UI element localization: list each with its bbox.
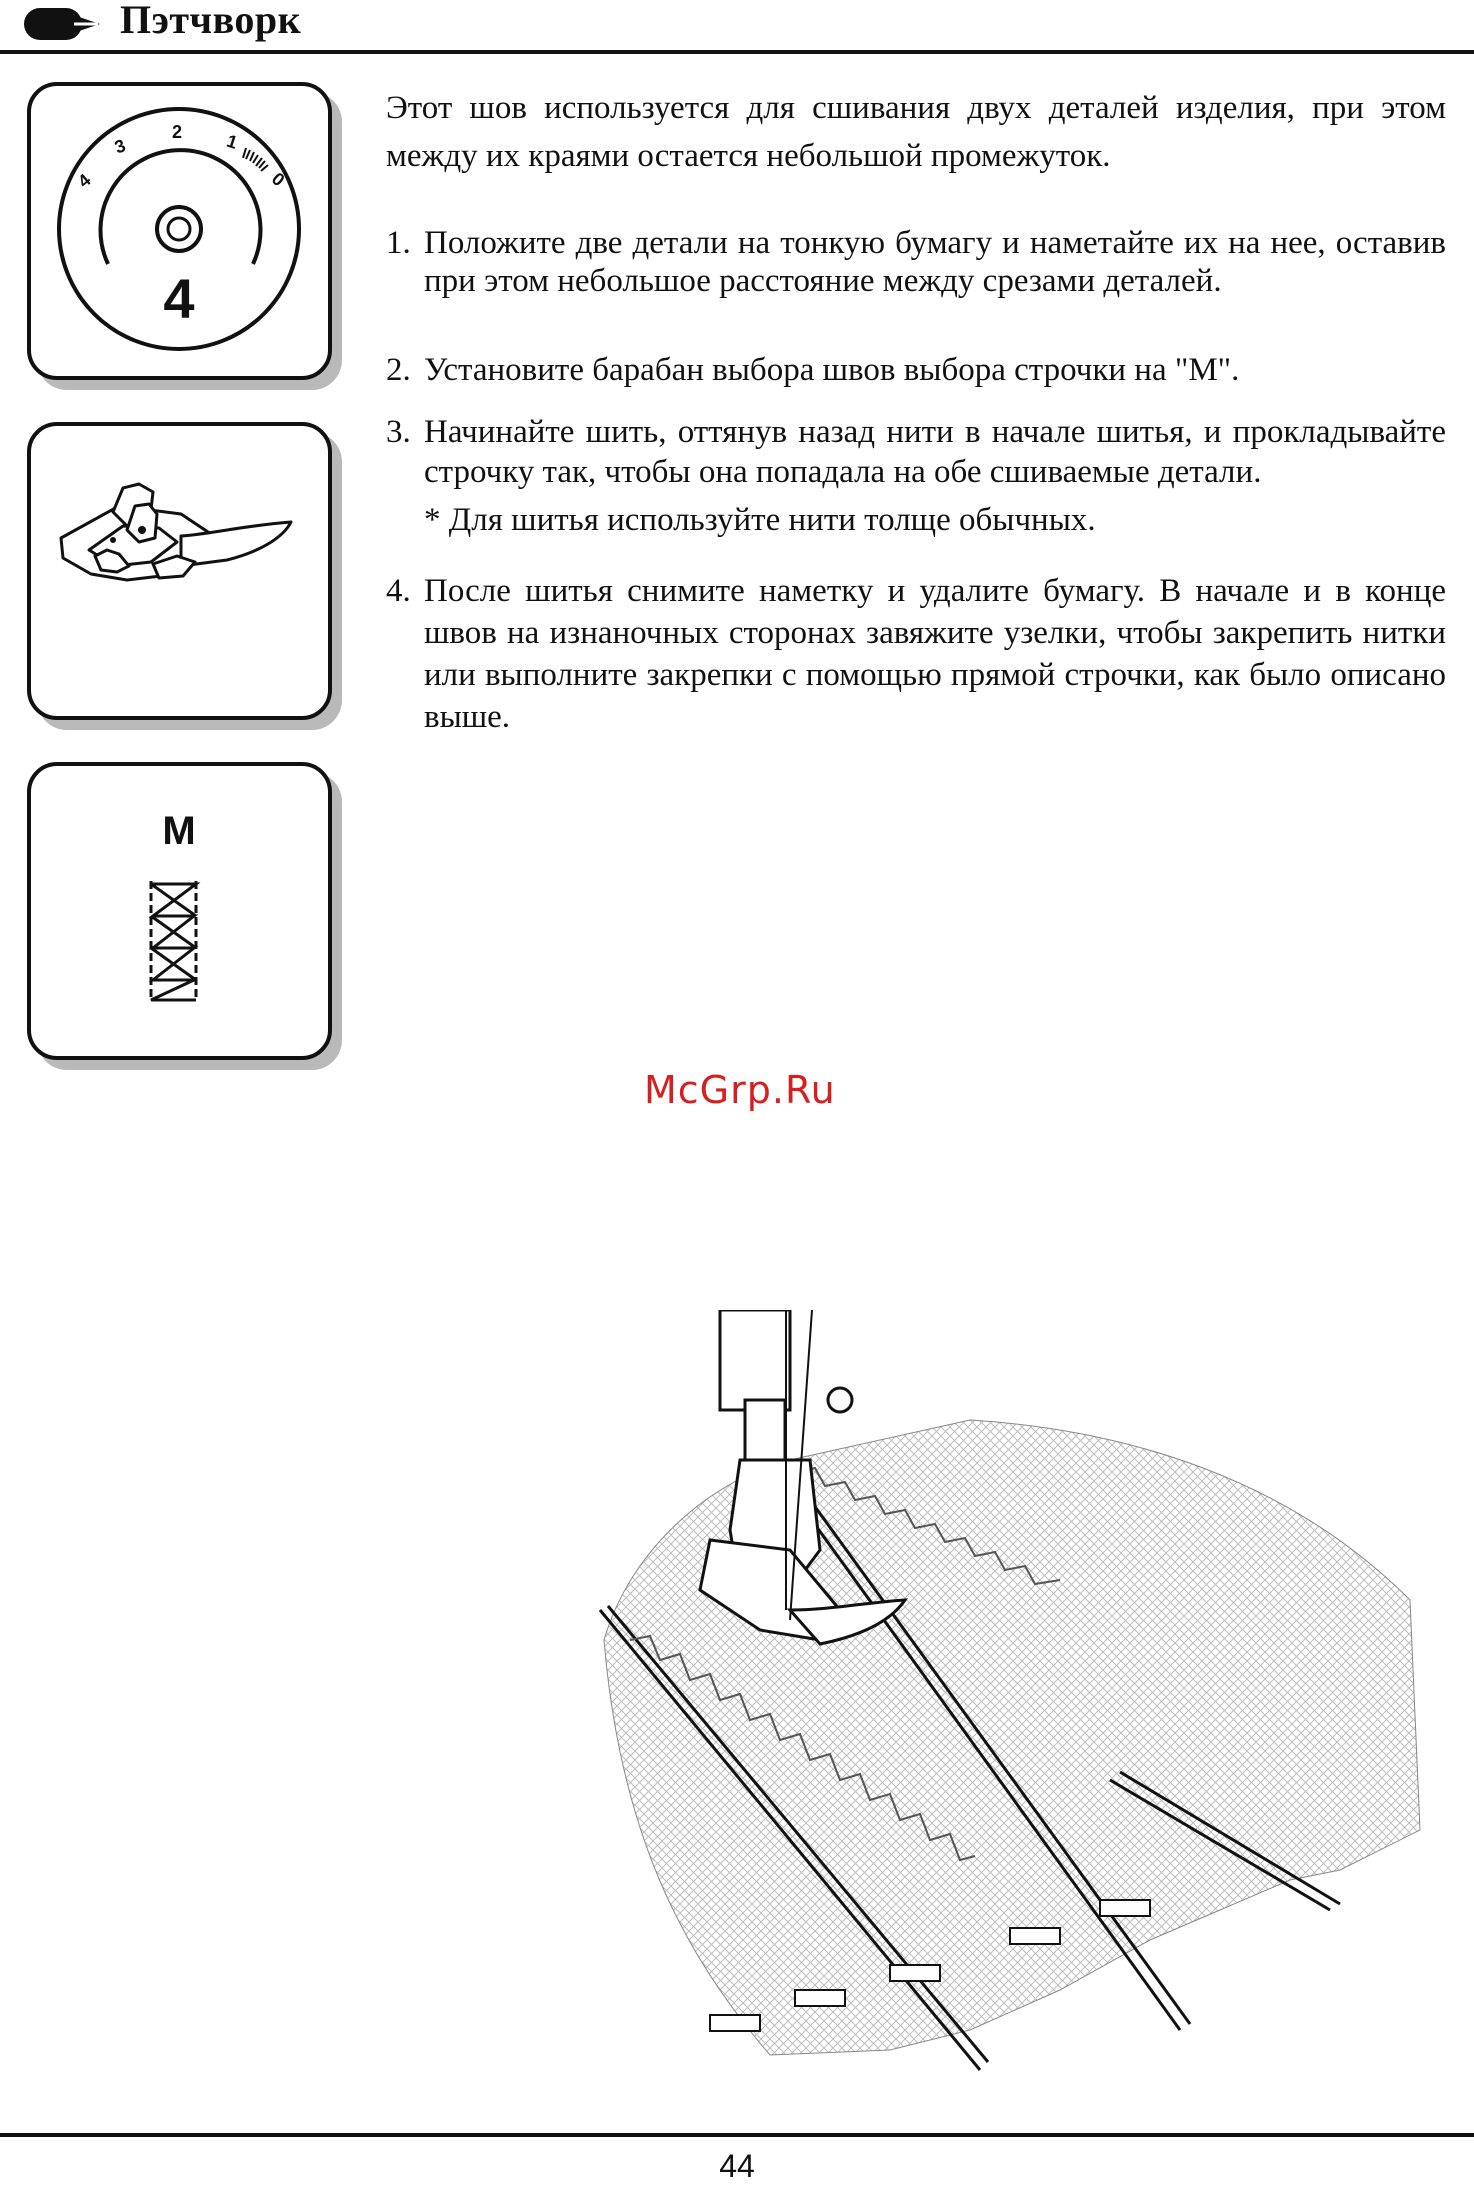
thread-note: * Для шитья используйте нити толще обычных. — [424, 502, 1096, 538]
step-1 — [386, 224, 1446, 300]
note-row — [386, 496, 1446, 544]
step-number: 2. — [386, 352, 411, 388]
step-number: 4. — [386, 573, 411, 609]
stitch-length-dial-icon — [31, 86, 328, 376]
step-4 — [386, 570, 1446, 738]
presser-foot-panel — [27, 422, 332, 720]
step-number: 1. — [386, 225, 411, 261]
stitch-letter: M — [162, 809, 196, 853]
dial-digit-3: 3 — [111, 135, 129, 158]
page-header — [0, 0, 1474, 56]
step-number: 3. — [386, 414, 411, 450]
dial-digit-0: 0 — [267, 168, 289, 191]
step-text: Положите две детали на тонкую бумагу и наметайте их на нее, оставив при этом небольшое расстояние между срезами деталей. — [424, 225, 1446, 299]
step-2 — [386, 346, 1446, 394]
step-text: Установите барабан выбора швов выбора строчки на "M". — [424, 352, 1240, 388]
instructions — [386, 84, 1446, 738]
watermark: McGrp.Ru — [644, 1068, 836, 1112]
zigzag-presser-foot-icon — [31, 426, 328, 716]
stitch-length-dial-panel — [27, 82, 332, 380]
multi-stitch-zigzag-icon — [31, 766, 328, 1056]
section-marker-icon — [24, 6, 102, 42]
page-title: Пэтчворк — [120, 0, 302, 42]
footer-rule — [0, 2133, 1474, 2137]
intro-paragraph: Этот шов используется для сшивания двух деталей изделия, при этом между их краями остается небольшой промежуток. — [386, 90, 1446, 174]
dial-digit-4: 4 — [73, 169, 95, 192]
patchwork-sewing-illustration — [590, 1310, 1430, 2090]
dial-digit-1: 1 — [224, 130, 240, 153]
header-rule — [0, 50, 1474, 54]
step-3 — [386, 412, 1446, 492]
dial-digit-2: 2 — [172, 122, 183, 142]
step-text: Начинайте шить, оттянув назад нити в начале шитья, и прокладывайте строчку так, чтобы она попадала на обе сшиваемые детали. — [424, 414, 1446, 490]
stitch-pattern-panel — [27, 762, 332, 1060]
page-number: 44 — [719, 2148, 755, 2184]
step-text: После шитья снимите наметку и удалите бумагу. В начале и в конце швов на изнаночных сторонах завяжите узелки, чтобы закрепить нитки или выполните закрепки с помощью прямой строчки, как было описано выше. — [424, 573, 1446, 735]
dial-setting: 4 — [163, 267, 195, 330]
